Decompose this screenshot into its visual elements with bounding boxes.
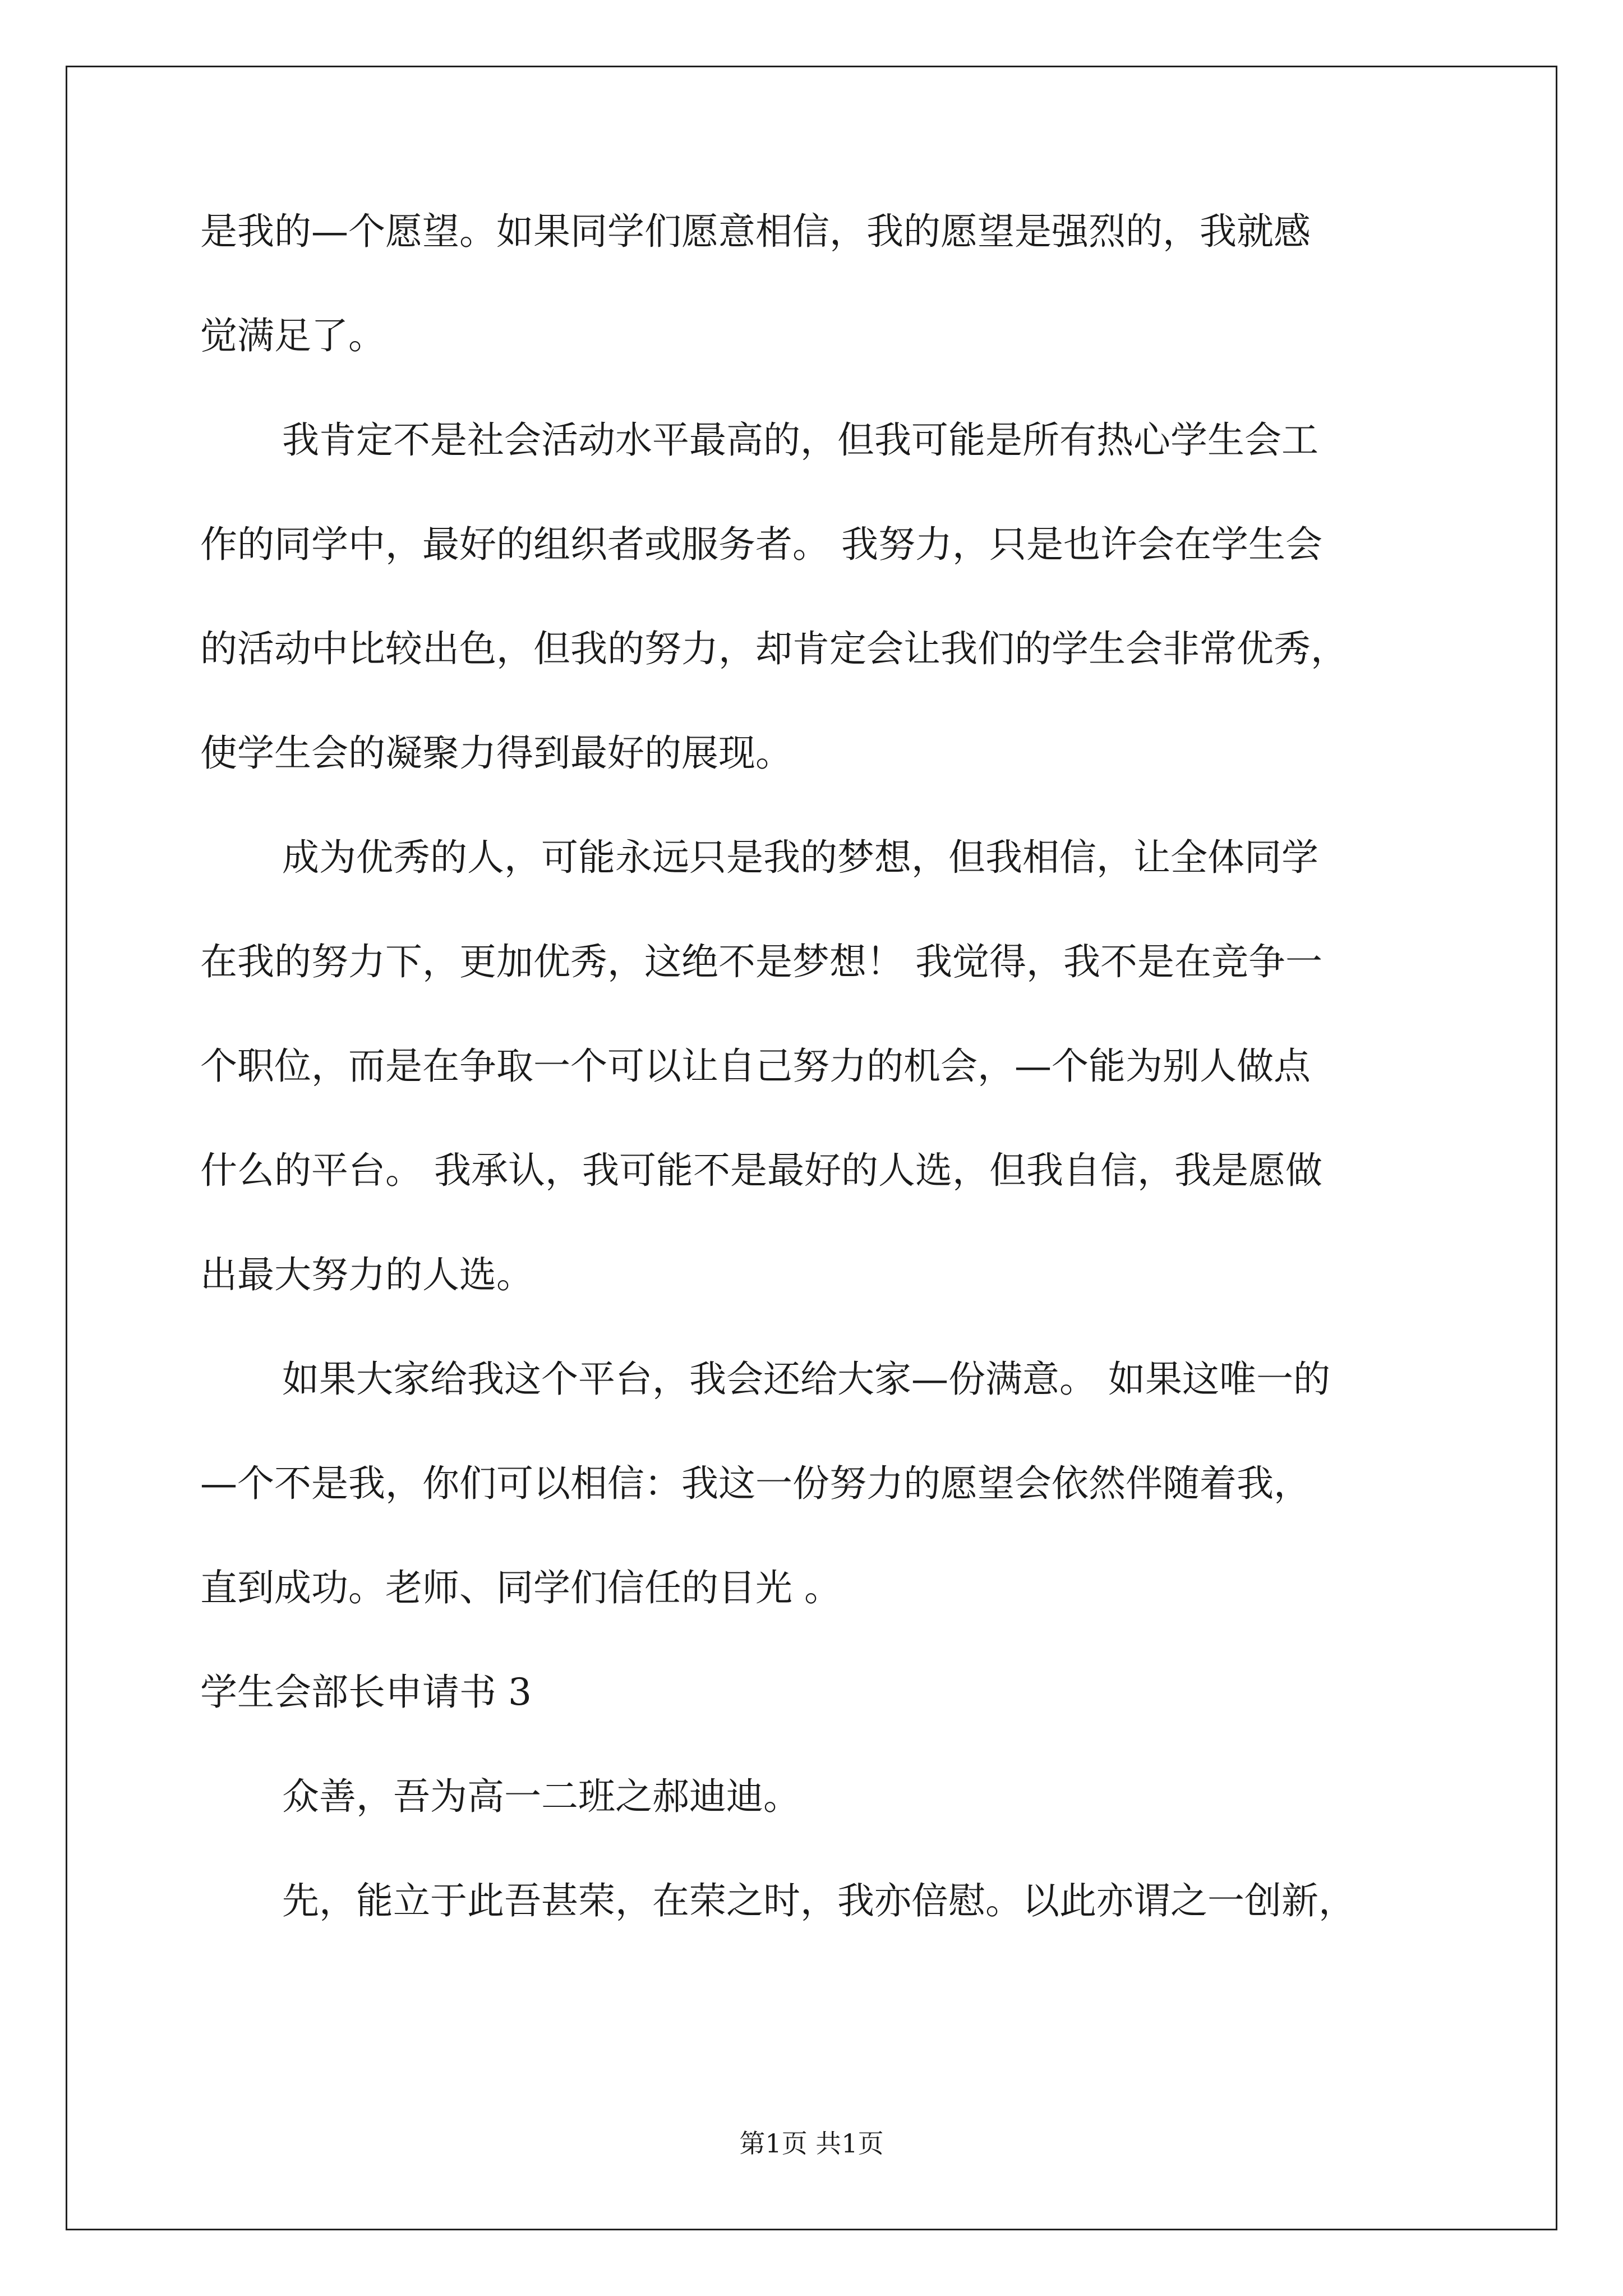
document-body — [200, 210, 1434, 1987]
paragraph-start: 如果大家给我这个平台，我会还给大家—份满意。 如果这唯一的 — [282, 1358, 1330, 1401]
text-line: 直到成功。老师、同学们信任的目光 。 — [200, 1566, 841, 1609]
paragraph-start: 成为优秀的人，可能永远只是我的梦想，但我相信，让全体同学 — [282, 836, 1318, 879]
paragraph-start: 先，能立于此吾甚荣，在荣之时，我亦倍慰。以此亦谓之一创新， — [282, 1879, 1355, 1922]
text-line: 使学生会的凝聚力得到最好的展现。 — [200, 731, 792, 775]
text-line: 个职位，而是在争取一个可以让自己努力的机会，—个能为别人做点 — [200, 1045, 1311, 1088]
text-line: 是我的—个愿望。如果同学们愿意相信，我的愿望是强烈的，我就感 — [200, 210, 1311, 253]
text-line: 的活动中比较出色，但我的努力，却肯定会让我们的学生会非常优秀， — [200, 627, 1348, 670]
text-line: —个不是我，你们可以相信：我这一份努力的愿望会依然伴随着我， — [200, 1462, 1311, 1505]
text-line: 什么的平台。 我承认，我可能不是最好的人选，但我自信，我是愿做 — [200, 1149, 1322, 1192]
text-line: 作的同学中，最好的组织者或服务者。 我努力，只是也许会在学生会 — [200, 523, 1322, 566]
text-line: 出最大努力的人选。 — [200, 1253, 533, 1296]
paragraph-start: 我肯定不是社会活动水平最高的，但我可能是所有热心学生会工 — [282, 418, 1318, 462]
text-line: 觉满足了。 — [200, 314, 385, 357]
text-line: 在我的努力下，更加优秀，这绝不是梦想！ 我觉得，我不是在竞争一 — [200, 940, 1322, 983]
section-heading: 学生会部长申请书 3 — [200, 1671, 532, 1714]
paragraph-start: 众善，吾为高一二班之郝迪迪。 — [282, 1775, 800, 1818]
page-number-footer: 第1页 共1页 — [739, 2128, 884, 2159]
